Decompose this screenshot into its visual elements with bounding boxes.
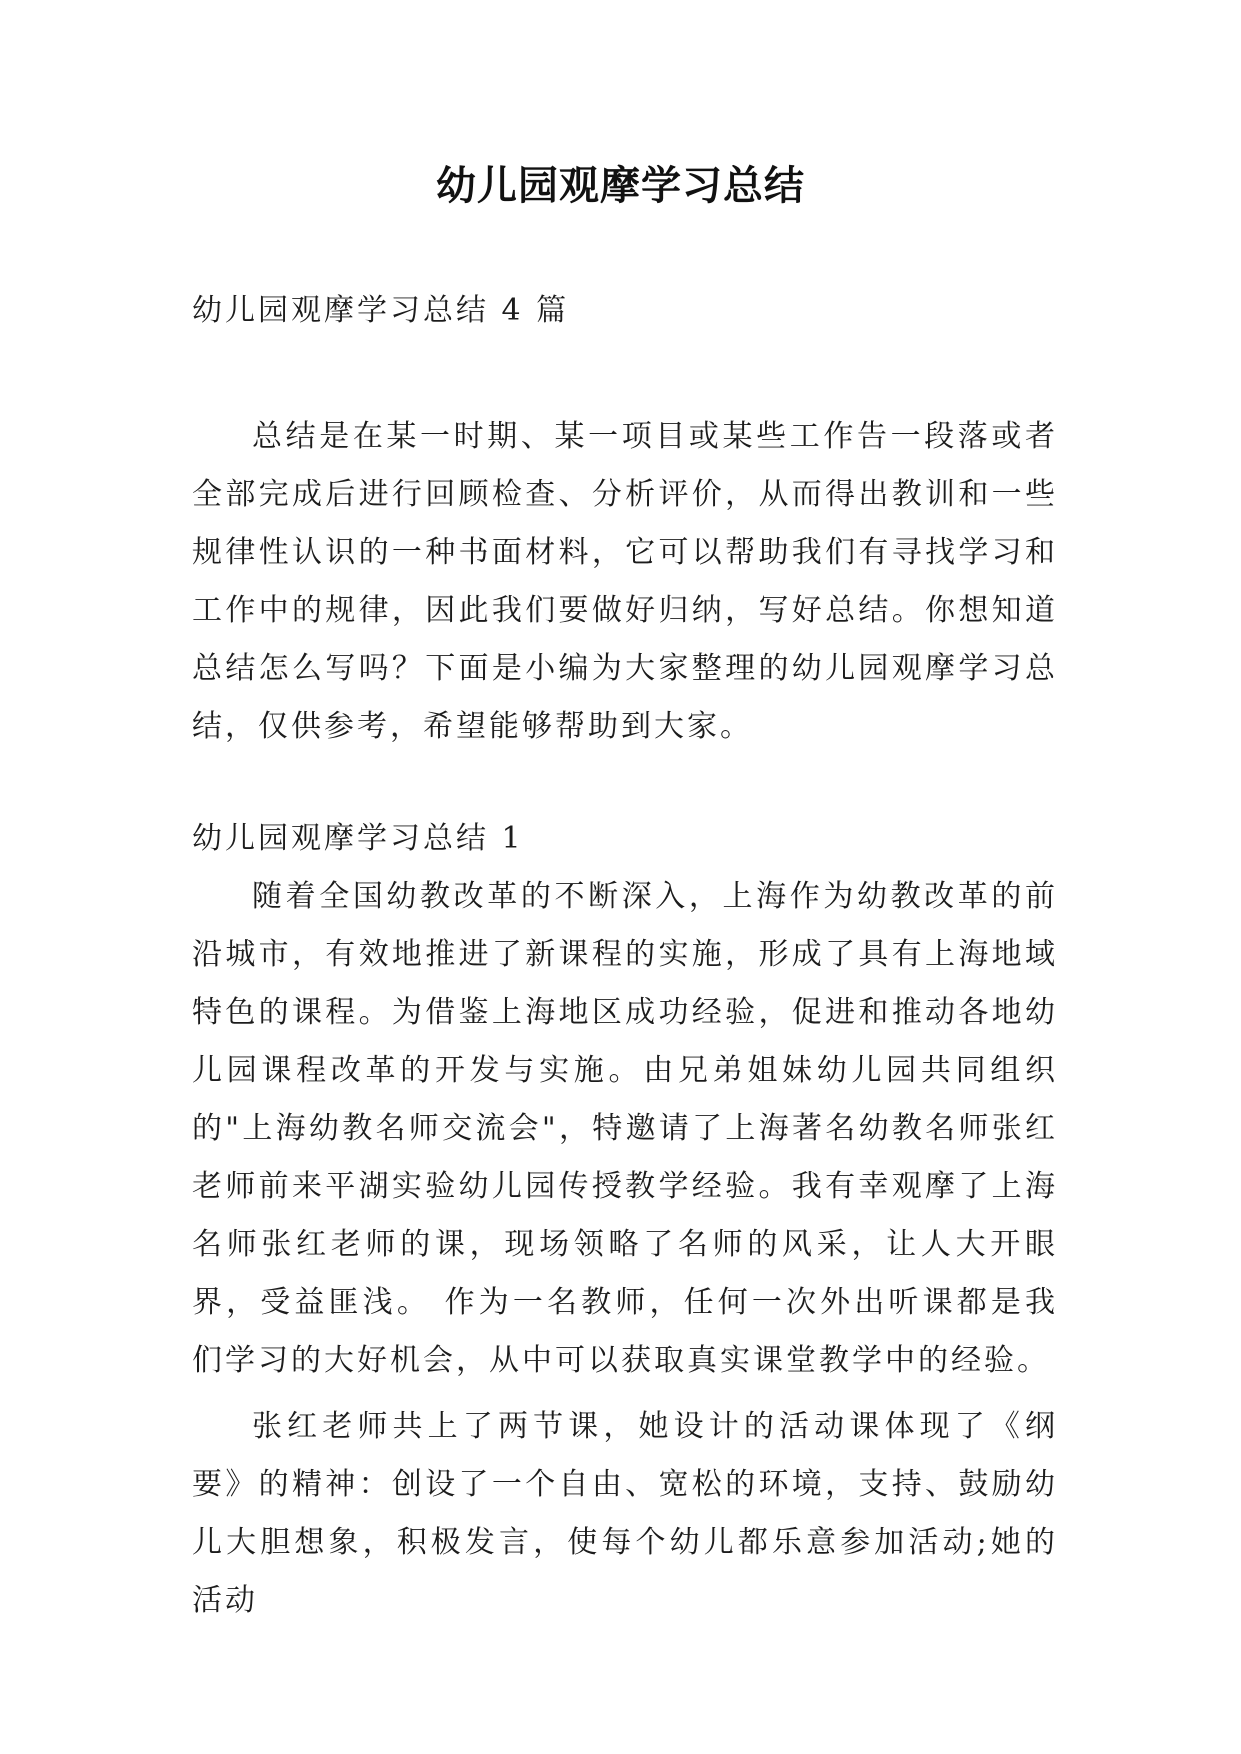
document-title: 幼儿园观摩学习总结 (436, 163, 805, 209)
section-body (192, 868, 1058, 1630)
intro-paragraph: 总结是在某一时期、某一项目或某些工作告一段落或者全部完成后进行回顾检查、分析评价，从而得出教训和一些规律性认识的一种书面材料，它可以帮助我们有寻找学习和工作中的规律，因此我们要做好归纳，写好总结。你想知道总结怎么写吗？下面是小编为大家整理的幼儿园观摩学习总结，仅供参考，希望能够帮助到大家。 (192, 419, 1058, 744)
section-paragraph: 随着全国幼教改革的不断深入，上海作为幼教改革的前沿城市，有效地推进了新课程的实施，形成了具有上海地域特色的课程。为借鉴上海地区成功经验，促进和推动各地幼儿园课程改革的开发与实施。由兄弟姐妹幼儿园共同组织的"上海幼教名师交流会"，特邀请了上海著名幼教名师张红老师前来平湖实验幼儿园传授教学经验。我有幸观摩了上海名师张红老师的课，现场领略了名师的风采，让人大开眼界，受益匪浅。 作为一名教师，任何一次外出听课都是我们学习的大好机会，从中可以获取真实课堂教学中的经验。 (192, 879, 1058, 1378)
section-heading: 幼儿园观摩学习总结 1 (192, 821, 524, 856)
intro-block (192, 408, 1058, 756)
document-subtitle: 幼儿园观摩学习总结 4 篇 (192, 293, 570, 328)
section-paragraph: 张红老师共上了两节课，她设计的活动课体现了《纲要》的精神：创设了一个自由、宽松的环境，支持、鼓励幼儿大胆想象，积极发言，使每个幼儿都乐意参加活动;她的活动 (192, 1409, 1058, 1618)
